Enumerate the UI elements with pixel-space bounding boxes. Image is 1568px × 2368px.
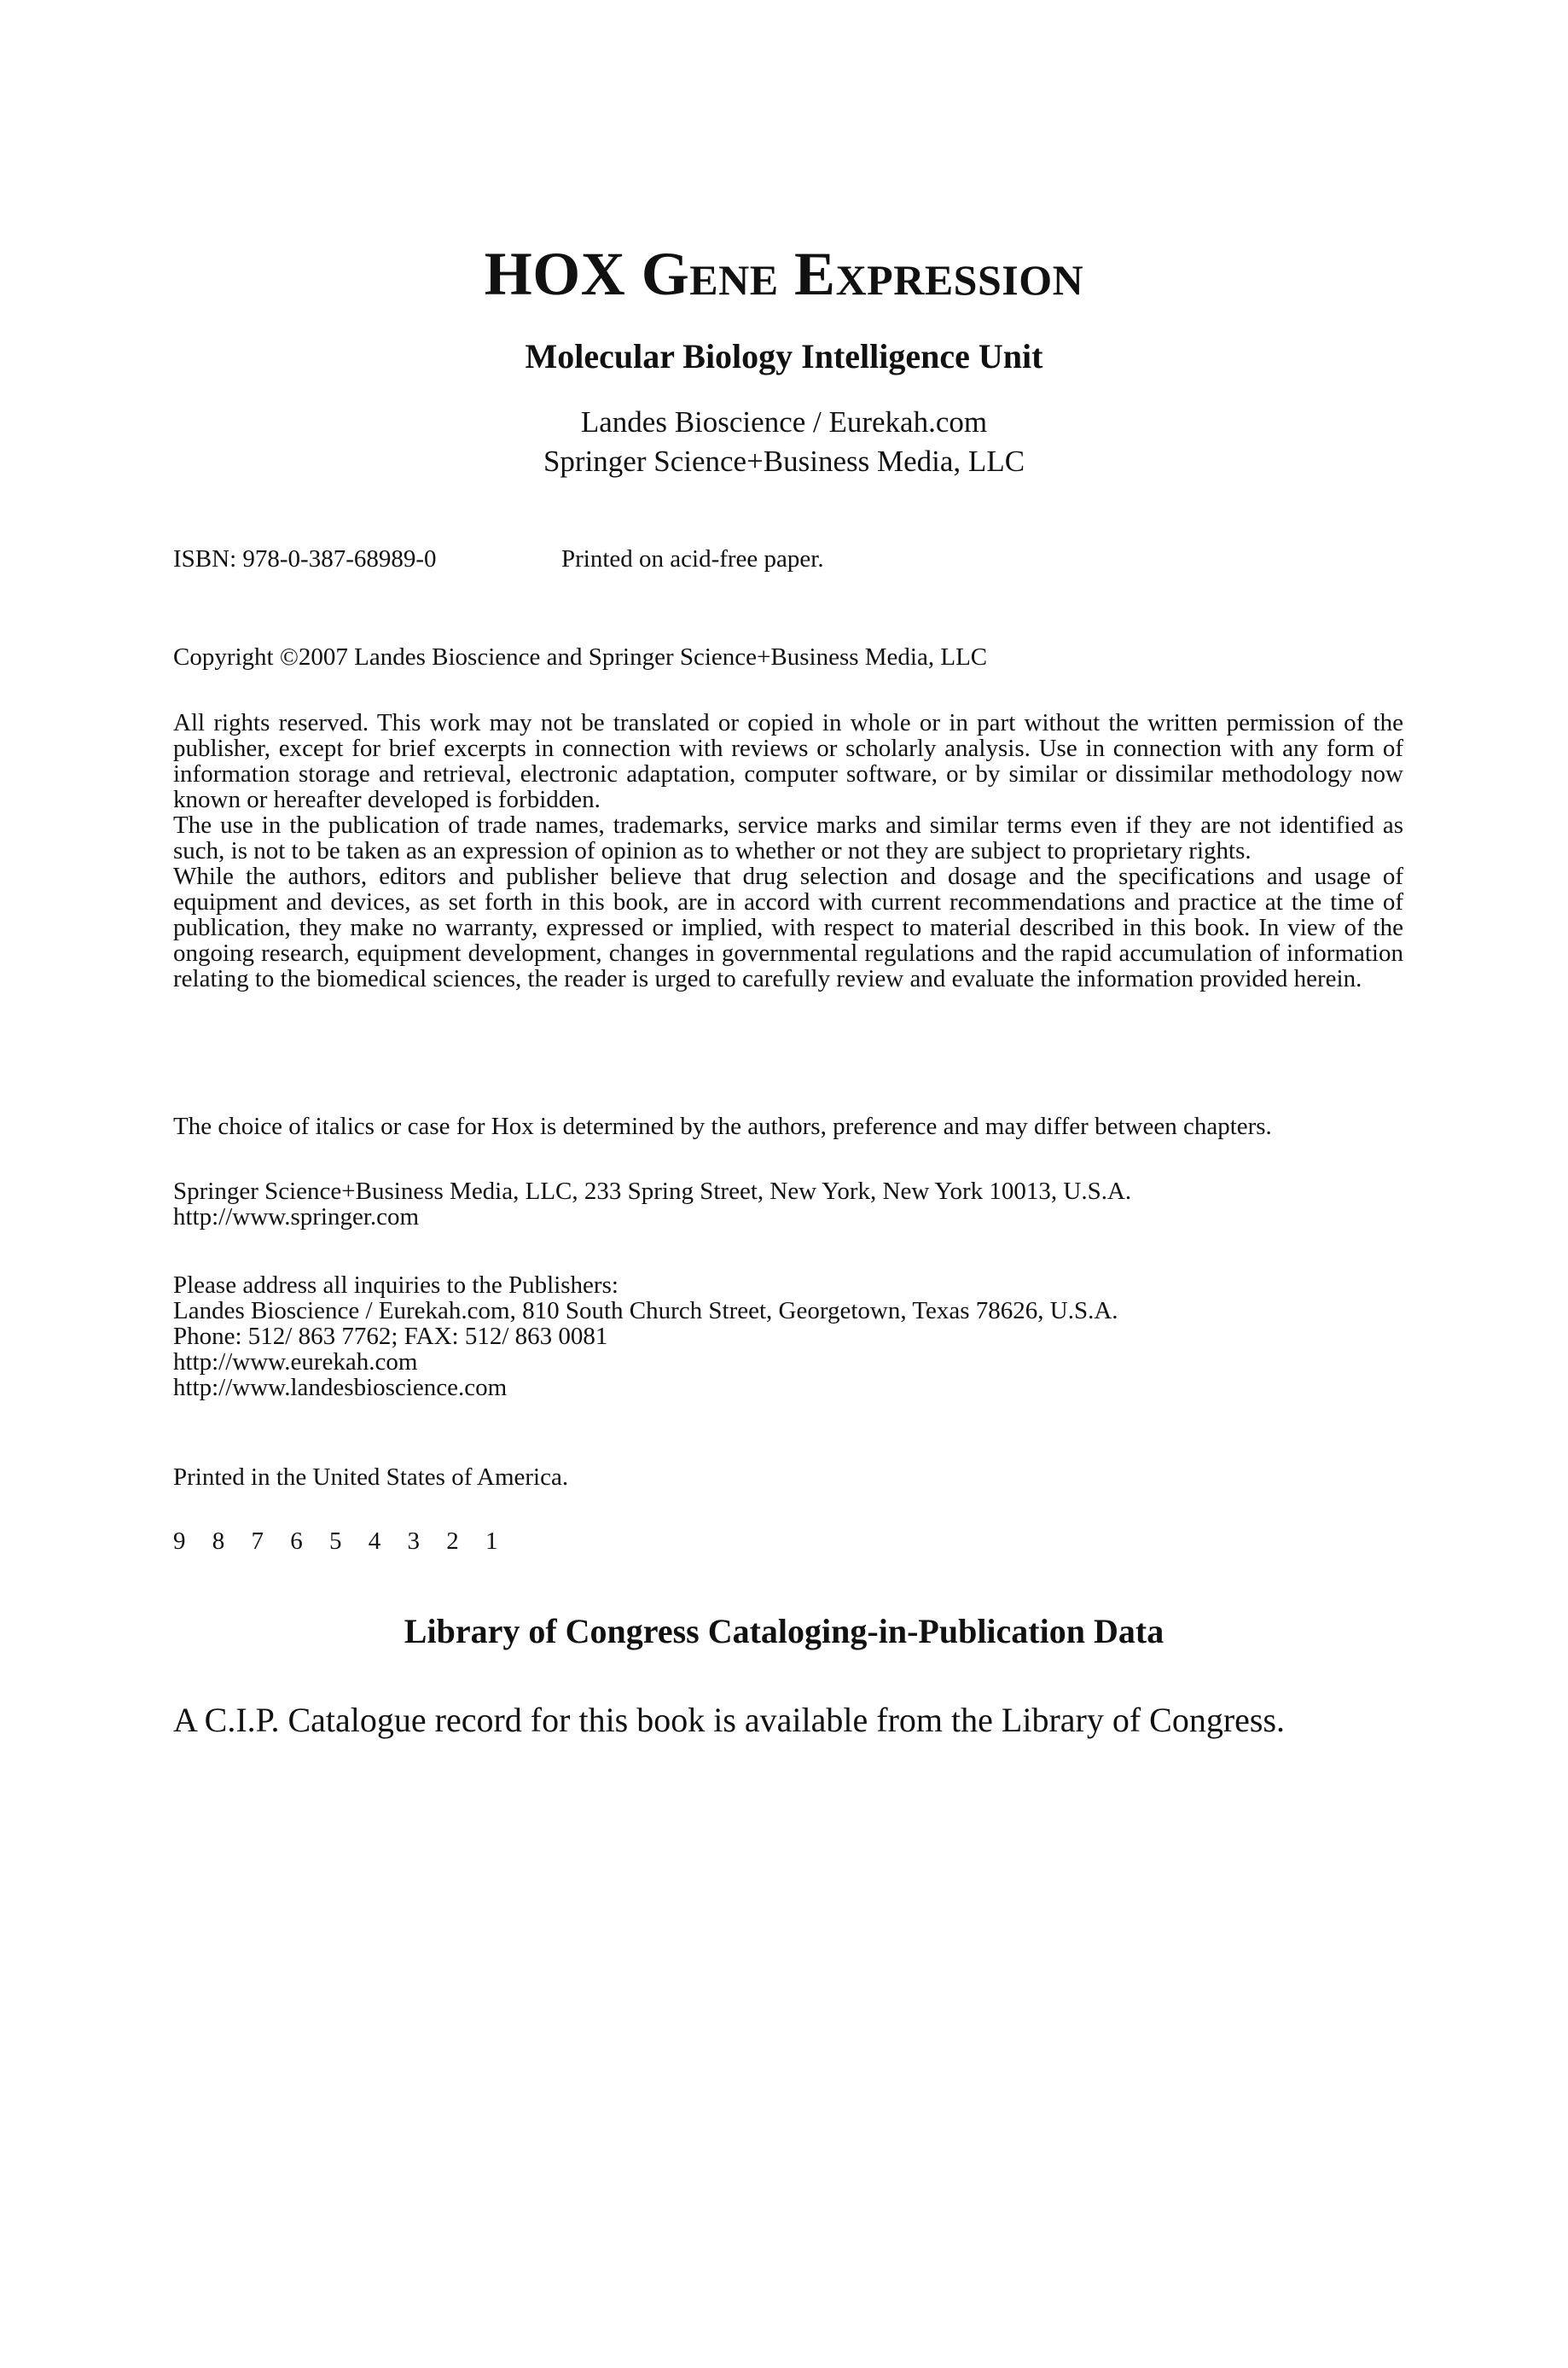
landesbioscience-url: http://www.landesbioscience.com (173, 1374, 508, 1401)
book-title: HOX Gene Expression (484, 240, 1084, 308)
hox-note: The choice of italics or case for Hox is determined by the authors, preference and may differ between chapters. (173, 1113, 1272, 1140)
print-numbers: 9 8 7 6 5 4 3 2 1 (173, 1527, 508, 1555)
publisher-line-1: Landes Bioscience / Eurekah.com (580, 405, 988, 439)
series-title: Molecular Biology Intelligence Unit (525, 337, 1043, 375)
landes-address: Landes Bioscience / Eurekah.com, 810 South Church Street, Georgetown, Texas 78626, U.S.A. (173, 1297, 1118, 1324)
paper-note: Printed on acid-free paper. (561, 545, 824, 573)
inquiries-intro: Please address all inquiries to the Publishers: (173, 1271, 618, 1299)
eurekah-url: http://www.eurekah.com (173, 1348, 418, 1376)
phone-fax: Phone: 512/ 863 7762; FAX: 512/ 863 0081 (173, 1323, 608, 1350)
rights-paragraph: All rights reserved. This work may not be translated or copied in whole or in part without the written permission of the publisher, except for brief excerpts in connection with reviews or scholarly analysis. Use in connection with any form of information storage and retrieval, electronic adaptation, computer software, or by similar or dissimilar methodology now known or hereafter developed is forbidden. (173, 709, 1403, 813)
copyright-notice: Copyright ©2007 Landes Bioscience and Springer Science+Business Media, LLC (173, 643, 988, 671)
disclaimer-paragraph: While the authors, editors and publisher believe that drug selection and dosage and the specifications and usage of equipment and devices, as set forth in this book, are in accord with current recommendations and practice at the time of publication, they make no warranty, expressed or implied, with respect to material described in this book. In view of the ongoing research, equipment development, changes in governmental regulations and the rapid accumulation of information relating to the biomedical sciences, the reader is urged to carefully review and evaluate the information provided herein. (173, 863, 1403, 992)
springer-url: http://www.springer.com (173, 1203, 420, 1231)
trademark-paragraph: The use in the publication of trade names, trademarks, service marks and similar terms even if they are not identified as such, is not to be taken as an expression of opinion as to whether or not they are subject to proprietary rights. (173, 812, 1403, 864)
cip-heading: Library of Congress Cataloging-in-Publication Data (404, 1612, 1164, 1650)
publisher-line-2: Springer Science+Business Media, LLC (543, 445, 1025, 478)
springer-address-line: Springer Science+Business Media, LLC, 233 Spring Street, New York, New York 10013, U.S.A. (173, 1178, 1132, 1205)
isbn: ISBN: 978-0-387-68989-0 (173, 545, 437, 573)
isbn-row (173, 546, 824, 572)
inquiries-block (173, 1272, 1403, 1400)
cip-text: A C.I.P. Catalogue record for this book is available from the Library of Congress. (173, 1701, 1286, 1739)
printed-in: Printed in the United States of America. (173, 1463, 569, 1491)
publisher-block (0, 403, 1568, 481)
rights-statement (173, 710, 1403, 992)
springer-address (173, 1178, 1403, 1230)
